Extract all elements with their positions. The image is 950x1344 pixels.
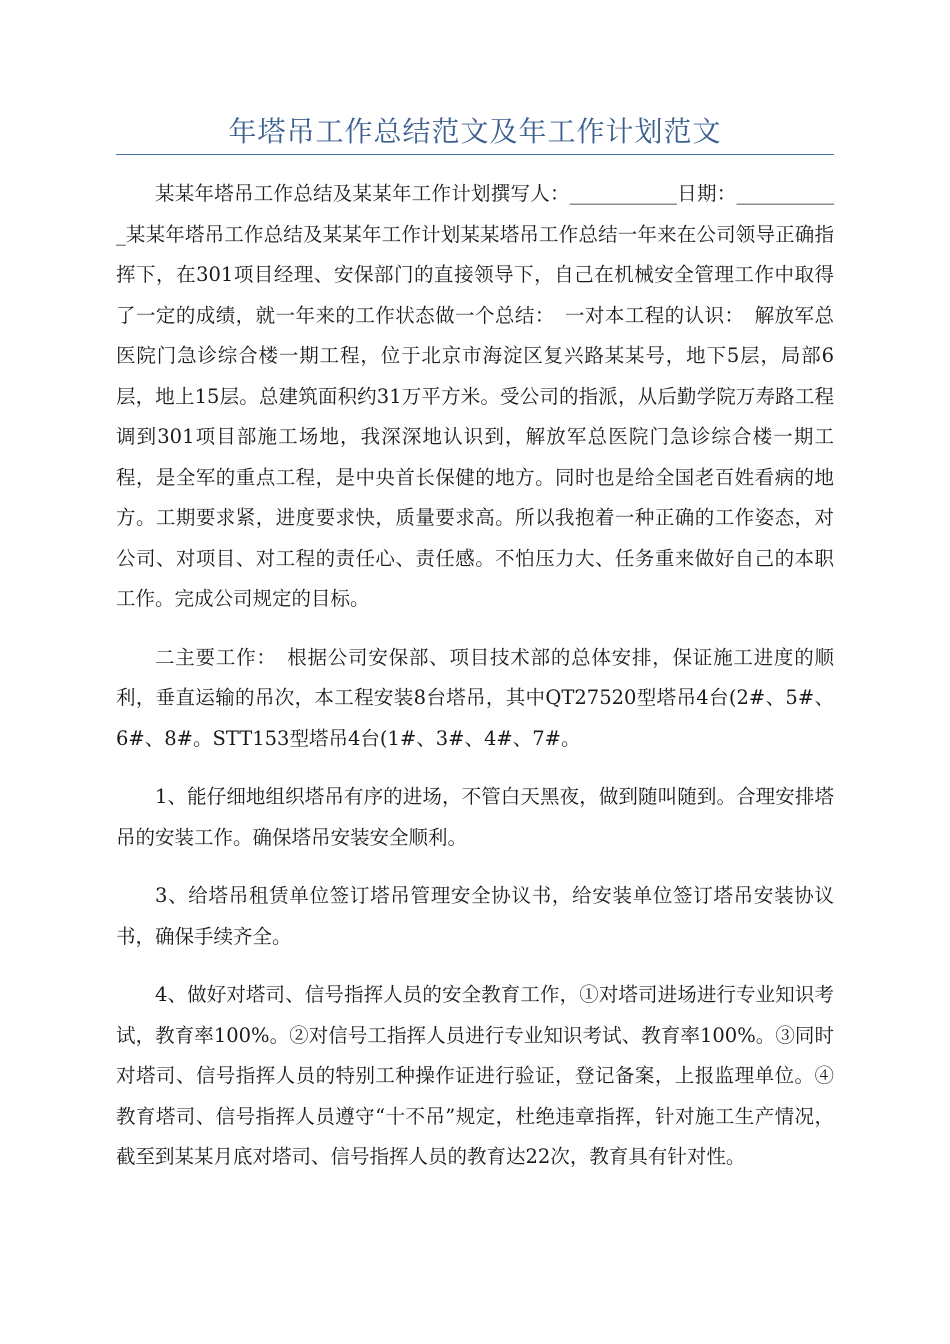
document-body <box>116 174 834 1196</box>
paragraph-intro: 某某年塔吊工作总结及某某年工作计划撰写人：___________日期：___________某某年塔吊工作总结及某某年工作计划某某塔吊工作总结一年来在公司领导正确指挥下，在301项目经理、安保部门的直接领导下，自己在机械安全管理工作中取得了一定的成绩，就一年来的工作状态做一个总结： 一对本工程的认识： 解放军总医院门急诊综合楼一期工程，位于北京市海淀区复兴路某某号，地下5层，局部6层，地上15层。总建筑面积约31万平方米。受公司的指派，从后勤学院万寿路工程调到301项目部施工场地，我深深地认识到，解放军总医院门急诊综合楼一期工程，是全军的重点工程，是中央首长保健的地方。同时也是给全国老百姓看病的地方。工期要求紧，进度要求快，质量要求高。所以我抱着一种正确的工作姿态，对公司、对项目、对工程的责任心、责任感。不怕压力大、任务重来做好自己的本职工作。完成公司规定的目标。 <box>116 182 834 610</box>
title-underline <box>116 154 834 155</box>
paragraph-item-4: 4、做好对塔司、信号指挥人员的安全教育工作，①对塔司进场进行专业知识考试，教育率100%。②对信号工指挥人员进行专业知识考试、教育率100%。③同时对塔司、信号指挥人员的特别工种操作证进行验证，登记备案，上报监理单位。④教育塔司、信号指挥人员遵守“十不吊”规定，杜绝违章指挥，针对施工生产情况，截至到某某月底对塔司、信号指挥人员的教育达22次，教育具有针对性。 <box>116 983 834 1168</box>
paragraph-item-1: 1、能仔细地组织塔吊有序的进场，不管白天黑夜，做到随叫随到。合理安排塔吊的安装工作。确保塔吊安装安全顺利。 <box>116 785 834 849</box>
paragraph-item-3: 3、给塔吊租赁单位签订塔吊管理安全协议书，给安装单位签订塔吊安装协议书，确保手续齐全。 <box>116 884 834 948</box>
document-title: 年塔吊工作总结范文及年工作计划范文 <box>228 115 722 148</box>
paragraph-main-work: 二主要工作： 根据公司安保部、项目技术部的总体安排，保证施工进度的顺利，垂直运输的吊次，本工程安装8台塔吊，其中QT27520型塔吊4台(2#、5#、6#、8#。STT153型塔吊4台(1#、3#、4#、7#。 <box>116 645 834 750</box>
